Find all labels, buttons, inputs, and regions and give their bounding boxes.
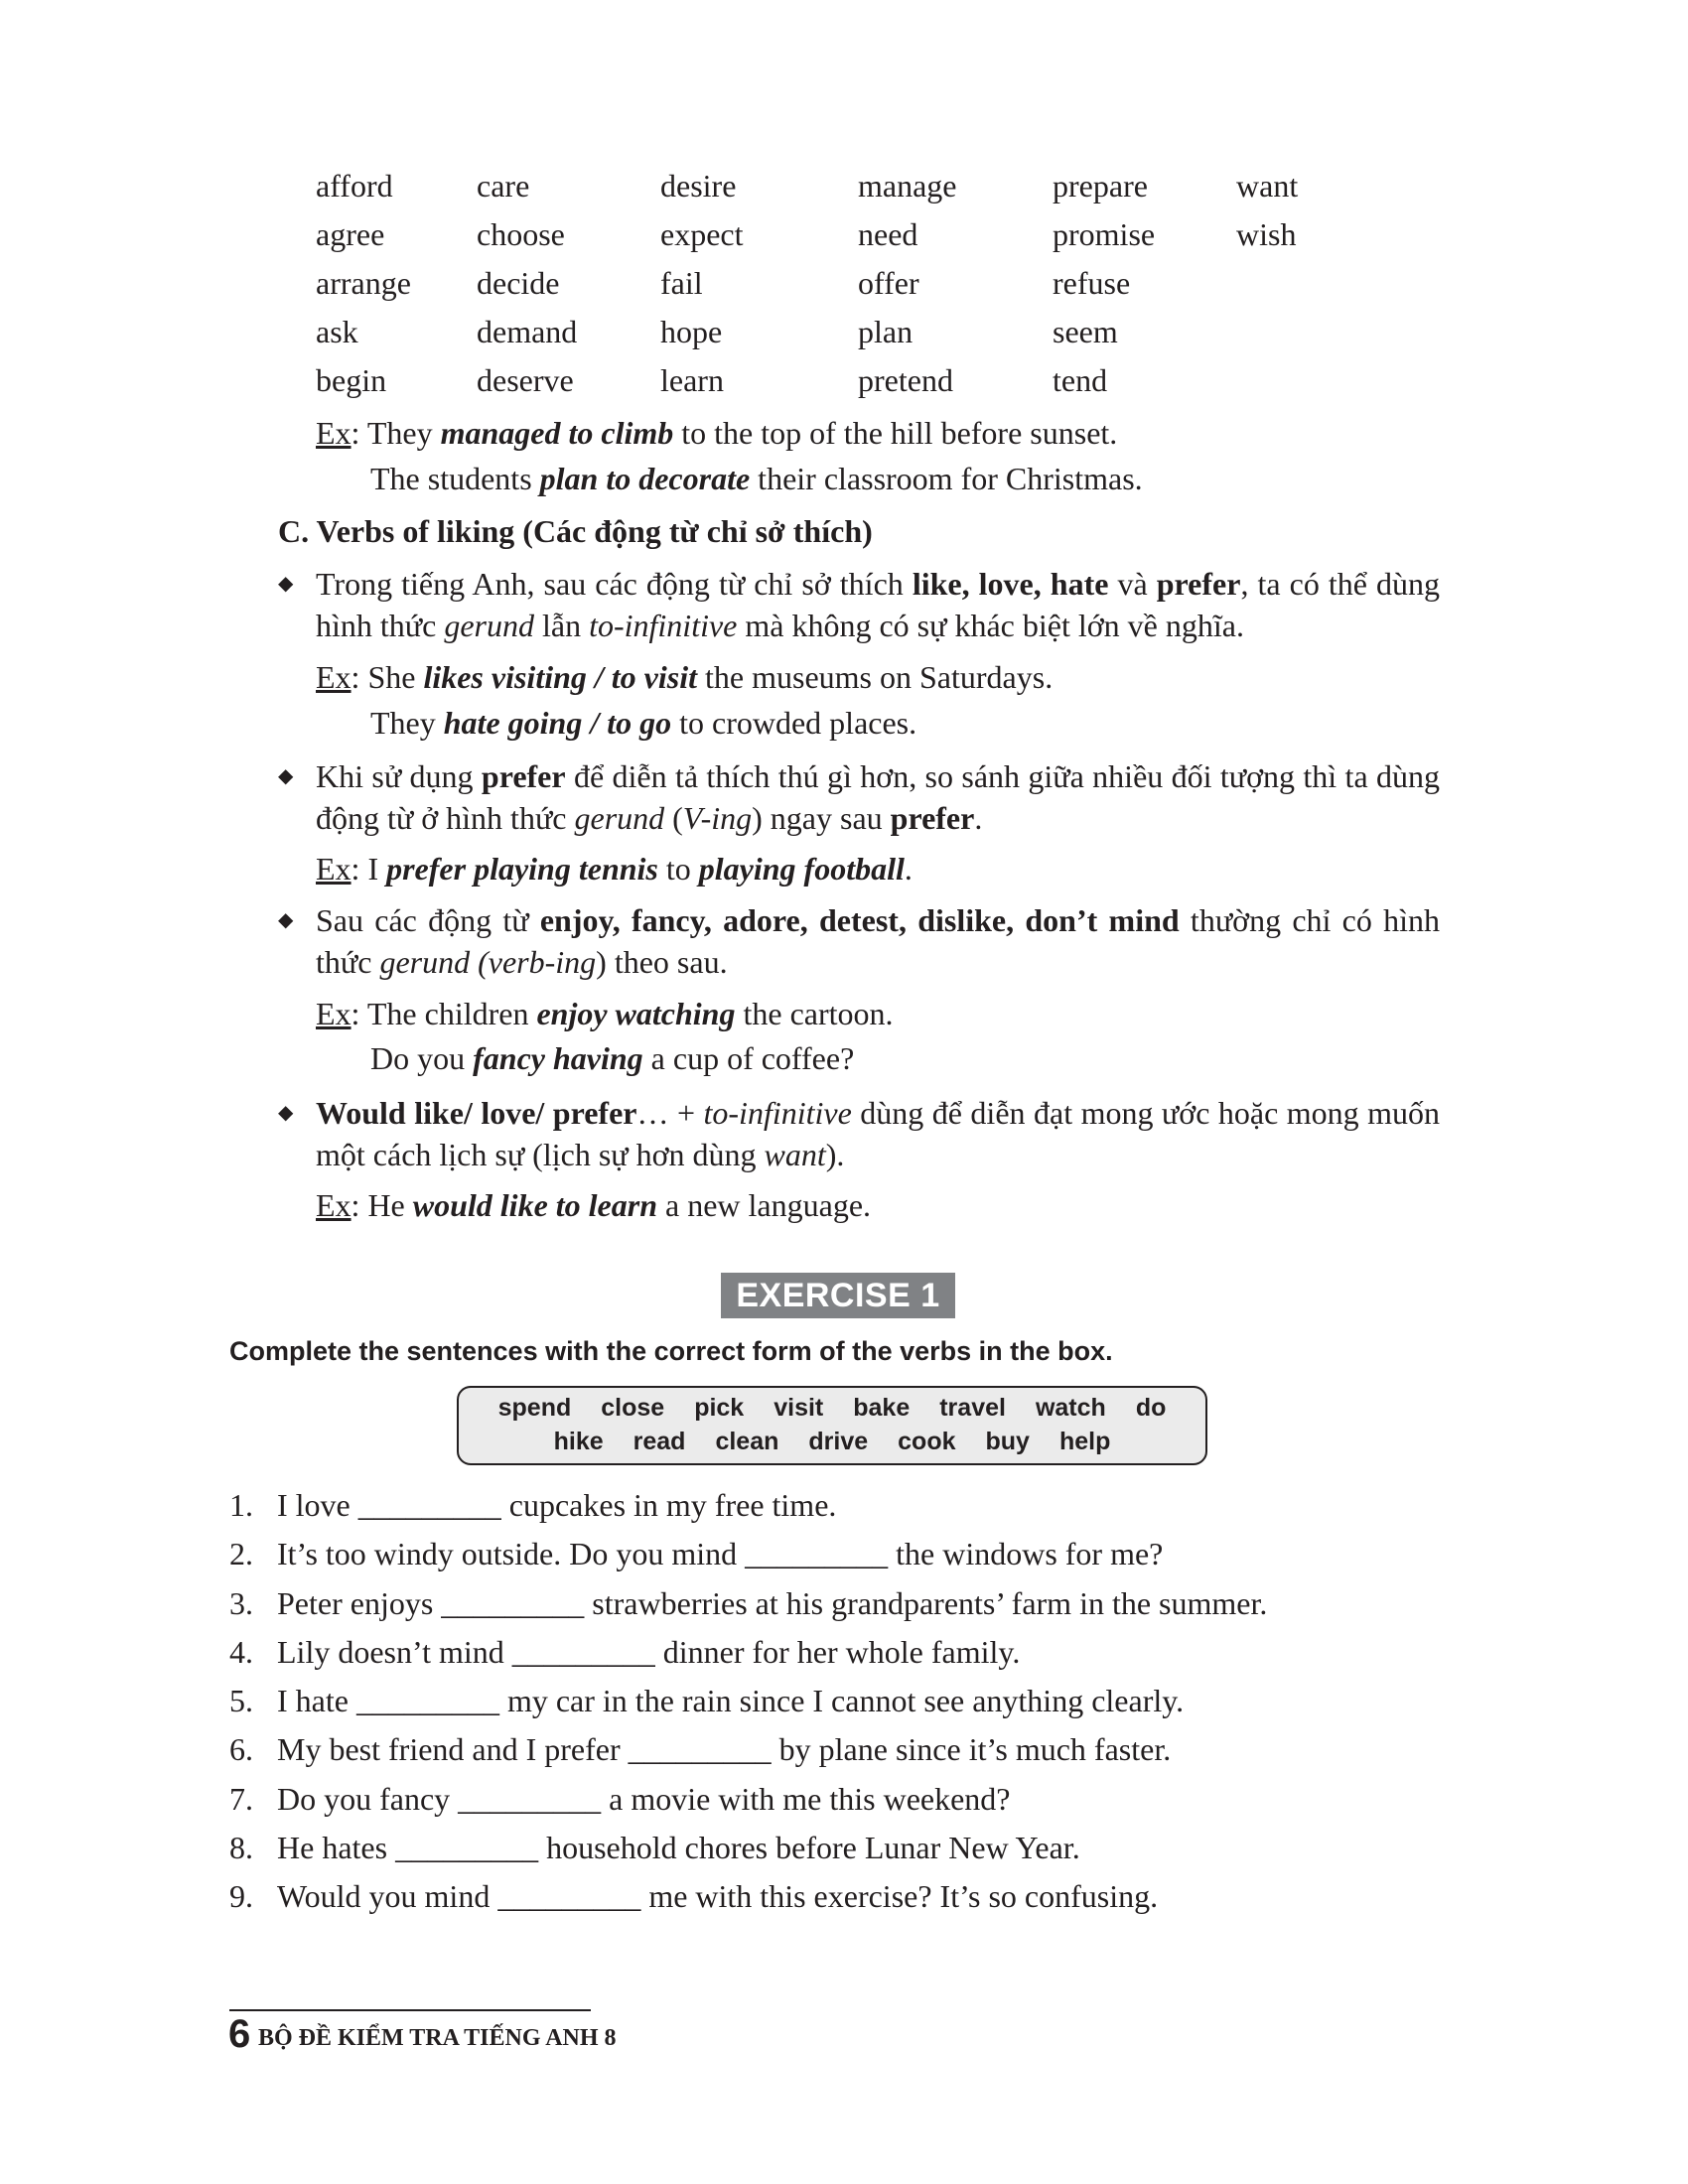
bullet-text: Trong tiếng Anh, sau các động từ chỉ sở thích like, love, hate và prefer, ta có thể dùng hình thức gerund lẫn to-infinitive mà không có sự khác biệt lớn về nghĩa. <box>316 566 1441 643</box>
word-bank-word: watch <box>1035 1394 1106 1422</box>
bullet-paragraph <box>278 755 1440 839</box>
word-bank-word: drive <box>808 1428 869 1455</box>
verb-item: afford <box>316 168 393 204</box>
verb-column-5 <box>1053 162 1155 405</box>
example-line <box>316 413 1117 453</box>
example-label: Ex <box>316 1187 352 1223</box>
diamond-bullet-icon: ◆ <box>278 1102 294 1124</box>
bullet-paragraph <box>278 899 1440 983</box>
diamond-bullet-icon: ◆ <box>278 909 294 931</box>
question-text: He hates _________ household chores before Lunar New Year. <box>277 1830 1080 1866</box>
example-highlight: managed to climb <box>440 415 674 451</box>
verb-column-3 <box>660 162 744 405</box>
question-text: Would you mind _________ me with this exercise? It’s so confusing. <box>277 1878 1159 1915</box>
example-label: Ex <box>316 996 352 1031</box>
question-number: 1. <box>229 1487 253 1523</box>
verb-item: refuse <box>1053 265 1131 301</box>
verb-column-1 <box>316 162 411 405</box>
bullet-paragraph <box>278 1092 1440 1175</box>
word-bank-row <box>459 1394 1205 1423</box>
verb-item: seem <box>1053 314 1118 349</box>
word-bank-word: do <box>1135 1394 1167 1422</box>
word-bank-box <box>457 1386 1207 1465</box>
bullet-text: Khi sử dụng prefer để diễn tả thích thú gì hơn, so sánh giữa nhiều đối tượng thì ta dùng động từ ở hình thức gerund (V-ing) ngay sau prefer. <box>316 758 1441 836</box>
verb-item: desire <box>660 168 737 204</box>
word-bank-word: close <box>601 1394 665 1422</box>
example-line <box>370 459 1143 498</box>
example-label: Ex <box>316 415 352 451</box>
bullet-text: Sau các động từ enjoy, fancy, adore, detest, dislike, don’t mind thường chỉ có hình thức gerund (verb-ing) theo sau. <box>316 902 1441 980</box>
verb-item: offer <box>858 265 919 301</box>
verb-item: manage <box>858 168 957 204</box>
word-bank-word: visit <box>774 1394 824 1422</box>
exercise-title-badge: EXERCISE 1 <box>721 1273 955 1318</box>
verb-item: decide <box>477 265 560 301</box>
example-text: : They <box>351 415 441 451</box>
book-title: BỘ ĐỀ KIỂM TRA TIẾNG ANH 8 <box>258 2025 617 2051</box>
verb-item: want <box>1236 168 1299 204</box>
verb-item: wish <box>1236 216 1297 252</box>
verb-item: begin <box>316 362 387 398</box>
example-highlight: plan to decorate <box>539 461 751 496</box>
verb-item: plan <box>858 314 914 349</box>
question-number: 2. <box>229 1536 253 1572</box>
verb-item: hope <box>660 314 723 349</box>
question-text: I hate _________ my car in the rain since I cannot see anything clearly. <box>277 1683 1185 1719</box>
verb-item: demand <box>477 314 578 349</box>
verb-item: care <box>477 168 530 204</box>
example-label: Ex <box>316 659 352 695</box>
verb-item: agree <box>316 216 385 252</box>
question-text: My best friend and I prefer _________ by plane since it’s much faster. <box>277 1731 1172 1768</box>
word-bank-word: buy <box>985 1428 1030 1455</box>
example-line: Ex: I prefer playing tennis to playing football. <box>316 851 913 887</box>
question-text: Peter enjoys _________ strawberries at his grandparents’ farm in the summer. <box>277 1584 1268 1621</box>
word-bank-word: hike <box>553 1428 604 1455</box>
page-number: 6 <box>228 2012 251 2056</box>
verb-item: arrange <box>316 265 411 301</box>
example-text: to the top of the hill before sunset. <box>673 415 1118 451</box>
verb-item: fail <box>660 265 703 301</box>
verb-item: prepare <box>1053 168 1148 204</box>
question-number: 7. <box>229 1780 253 1817</box>
word-bank-row <box>459 1428 1205 1456</box>
verb-column-6 <box>1236 162 1298 259</box>
question-number: 5. <box>229 1683 253 1719</box>
verb-column-4 <box>858 162 957 405</box>
word-bank-word: read <box>633 1428 686 1455</box>
example-text: The students <box>370 461 540 496</box>
example-line: Ex: He would like to learn a new language. <box>316 1187 872 1223</box>
question-text: I love _________ cupcakes in my free time. <box>277 1487 837 1523</box>
word-bank-word: clean <box>715 1428 779 1455</box>
question-number: 4. <box>229 1633 253 1670</box>
word-bank-word: pick <box>694 1394 745 1422</box>
verb-item: pretend <box>858 362 953 398</box>
question-number: 8. <box>229 1830 253 1866</box>
word-bank-word: help <box>1058 1428 1111 1455</box>
question-text: Do you fancy _________ a movie with me this weekend? <box>277 1780 1011 1817</box>
verb-item: learn <box>660 362 724 398</box>
verb-column-2 <box>477 162 577 405</box>
example-text: their classroom for Christmas. <box>750 461 1143 496</box>
diamond-bullet-icon: ◆ <box>278 765 294 787</box>
verb-item: deserve <box>477 362 574 398</box>
bullet-paragraph <box>278 563 1440 646</box>
question-text: It’s too windy outside. Do you mind _________ the windows for me? <box>277 1536 1164 1572</box>
verb-item: tend <box>1053 362 1108 398</box>
word-bank-word: travel <box>939 1394 1006 1422</box>
question-number: 3. <box>229 1584 253 1621</box>
footer-rule <box>229 2009 591 2011</box>
verb-item: expect <box>660 216 744 252</box>
question-number: 6. <box>229 1731 253 1768</box>
section-heading: C. Verbs of liking (Các động từ chỉ sở thích) <box>278 513 873 549</box>
word-bank-word: bake <box>853 1394 911 1422</box>
word-bank-word: cook <box>898 1428 956 1455</box>
bullet-text: Would like/ love/ prefer… + to-infinitive dùng để diễn đạt mong ước hoặc mong muốn một cách lịch sự (lịch sự hơn dùng want). <box>316 1095 1441 1172</box>
verb-item: need <box>858 216 918 252</box>
example-label: Ex <box>316 851 352 887</box>
word-bank-word: spend <box>497 1394 572 1422</box>
question-text: Lily doesn’t mind _________ dinner for her whole family. <box>277 1633 1021 1670</box>
example-line: Do you fancy having a cup of coffee? <box>370 1040 855 1076</box>
verb-item: promise <box>1053 216 1156 252</box>
verb-item: ask <box>316 314 358 349</box>
example-line: They hate going / to go to crowded places. <box>370 705 917 741</box>
example-line: Ex: She likes visiting / to visit the museums on Saturdays. <box>316 659 1054 695</box>
example-line: Ex: The children enjoy watching the cartoon. <box>316 996 894 1031</box>
diamond-bullet-icon: ◆ <box>278 573 294 595</box>
question-number: 9. <box>229 1878 253 1915</box>
exercise-instruction: Complete the sentences with the correct form of the verbs in the box. <box>229 1336 1113 1366</box>
verb-item: choose <box>477 216 565 252</box>
